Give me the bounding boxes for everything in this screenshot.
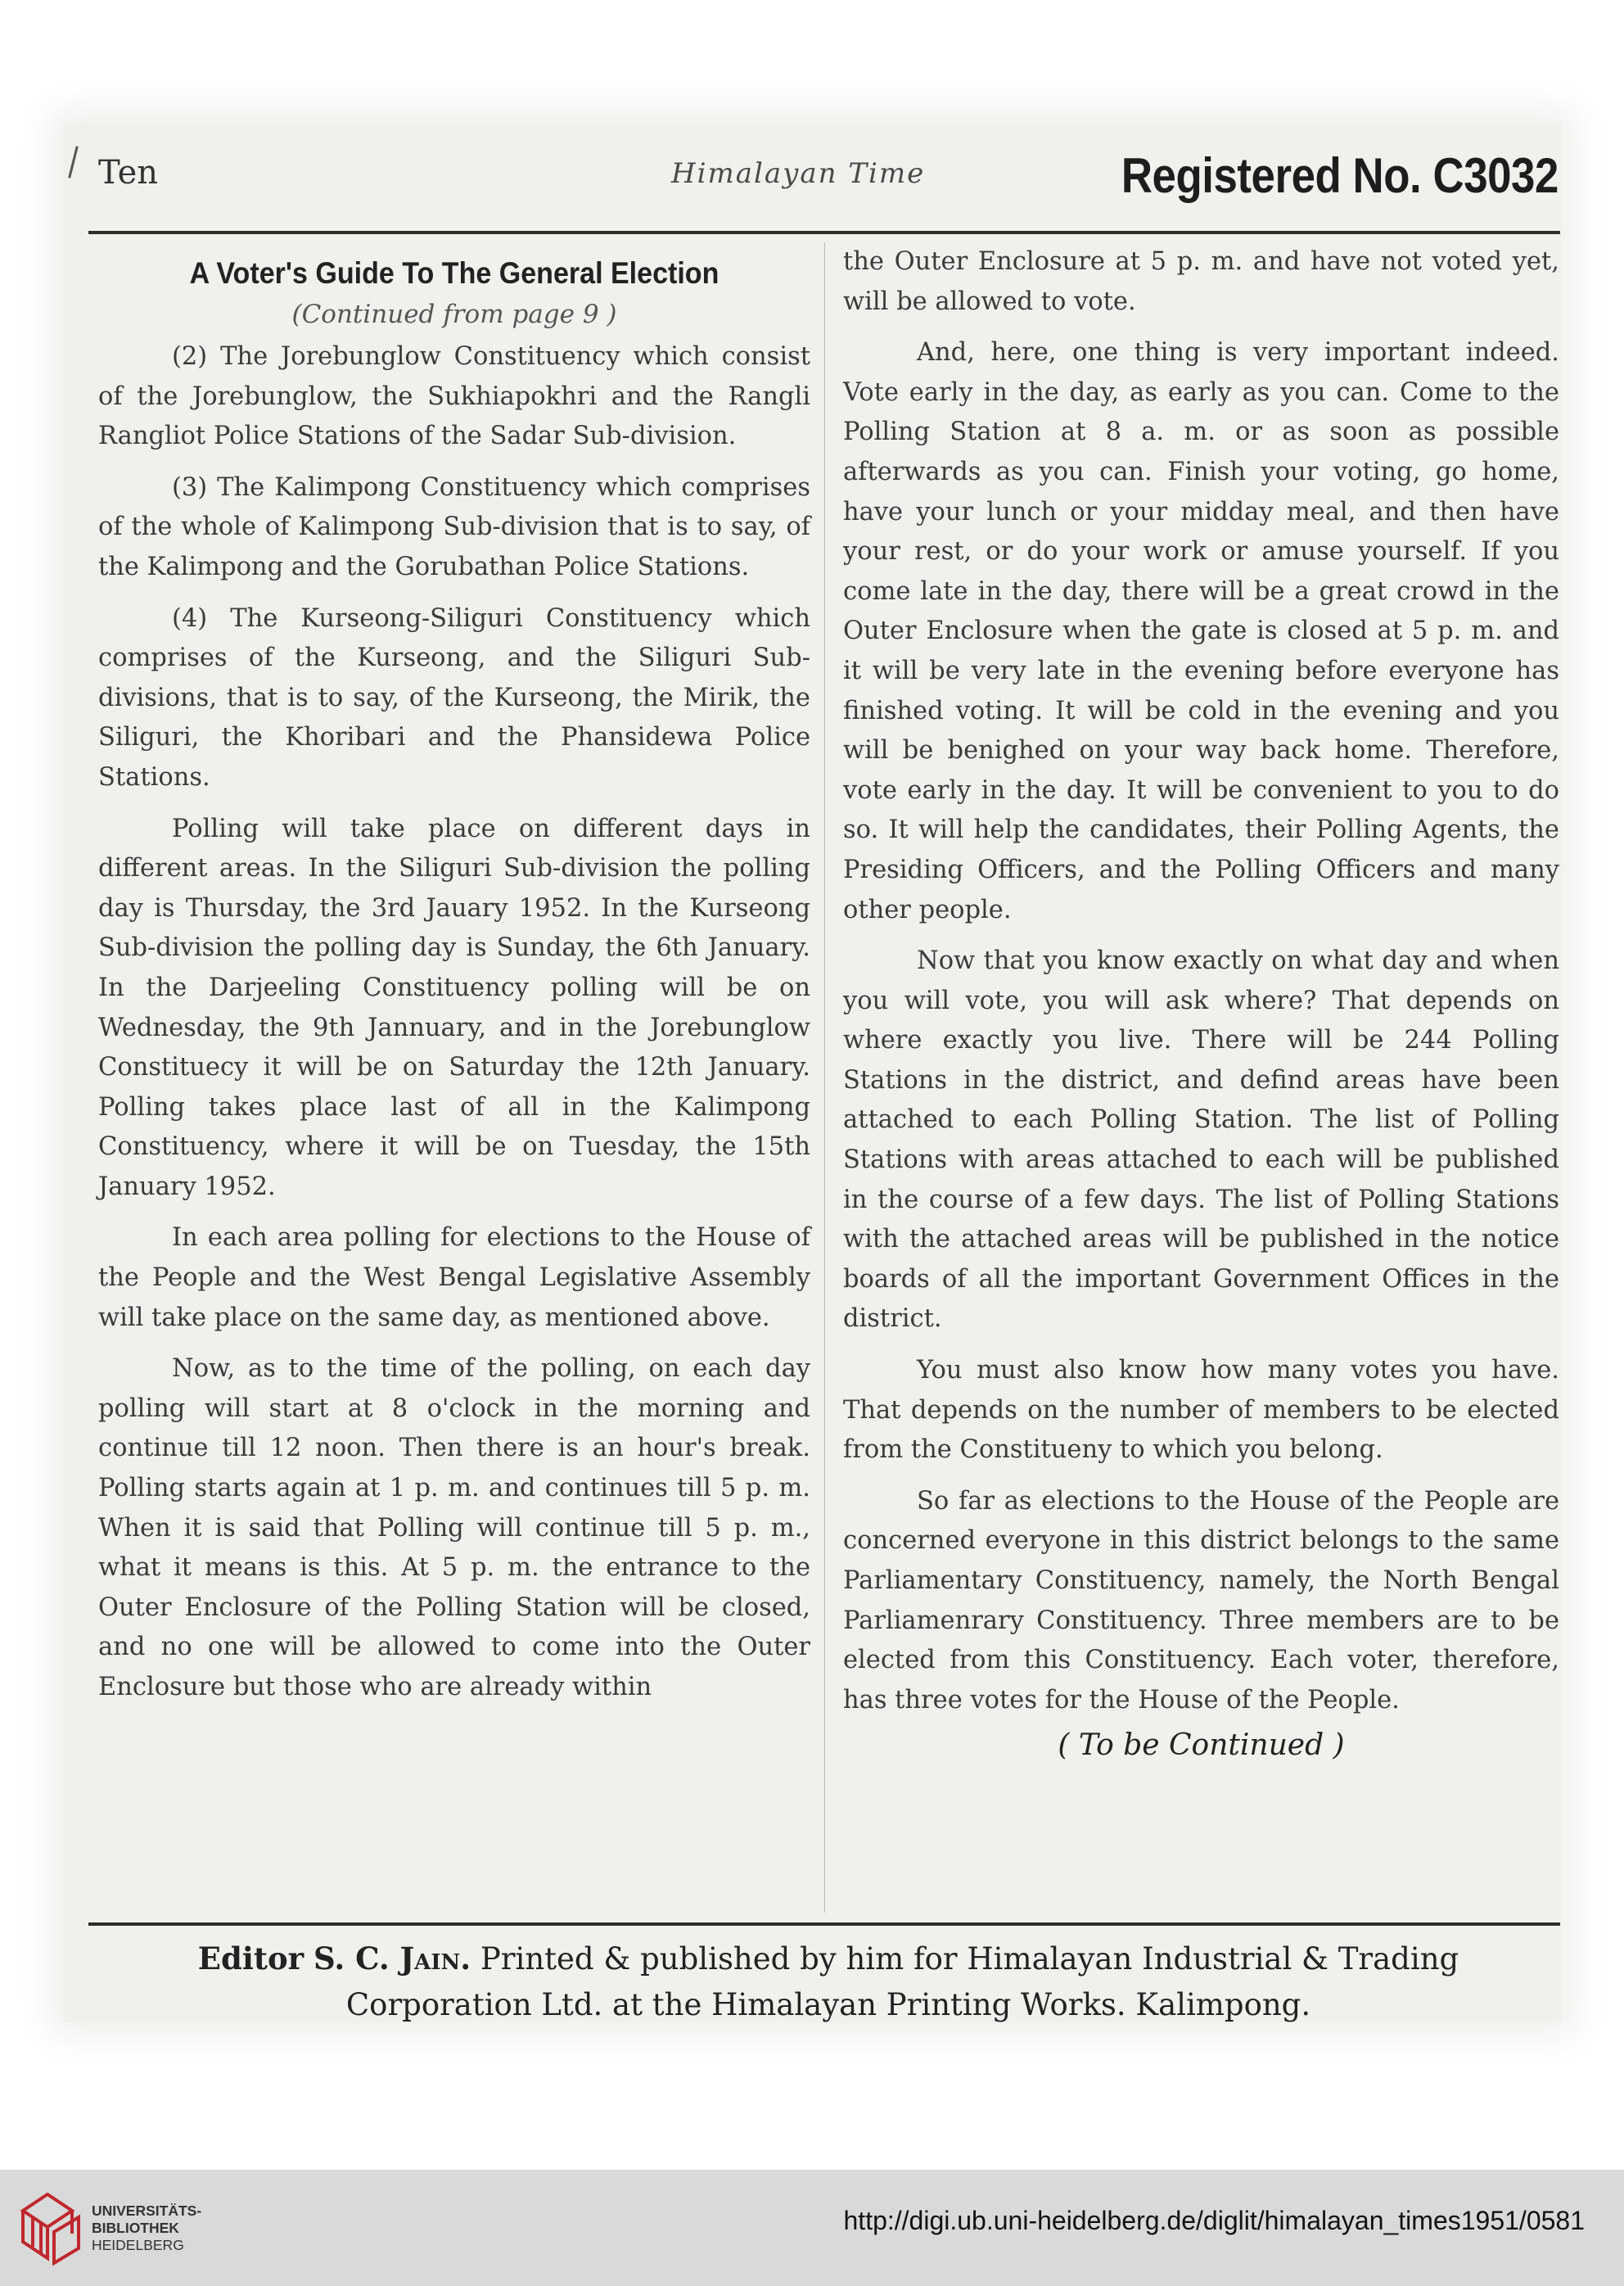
- source-url-link[interactable]: http://digi.ub.uni-heidelberg.de/diglit/himalayan_times1951/0581: [843, 2206, 1585, 2235]
- article-paragraph: Polling will take place on different days in different areas. In the Siliguri Sub-division the polling day is Thursday, the 3rd Jauary 1952. In the Kurseong Sub-division the polling day is Sunday, the 6th January. In the Darjeeling Constituency polling will be on Wednesday, the 9th Jannuary, and in the Jorebunglow Constituecy it will be on Saturday the 12th January. Polling takes place last of all in the Kalimpong Constituency, where it will be on Tuesday, the 15th January 1952.: [98, 814, 810, 1201]
- header-rule: [88, 231, 1560, 234]
- printer-imprint: [98, 1936, 1559, 2028]
- page-header: [98, 147, 1559, 221]
- article-paragraph: (3) The Kalimpong Constituency which comprises of the whole of Kalimpong Sub-division that is to say, of the Kalimpong and the Gorubathan Police Stations.: [98, 472, 810, 581]
- continued-note: (Continued from page 9 ): [291, 300, 617, 329]
- library-name: [92, 2202, 201, 2254]
- library-footer-bar: [0, 2170, 1624, 2286]
- registration-number: Registered No. C3032: [1121, 148, 1559, 203]
- article-paragraph: (4) The Kurseong-Siliguri Constituency which comprises of the Kurseong, and the Siliguri Sub-divisions, that is to say, of the Kurseong, the Mirik, the Siliguri, the Khoribari and the Phansidewa Police Stations.: [98, 603, 810, 792]
- column-divider: [824, 242, 825, 1913]
- page-number-label: Ten: [98, 154, 159, 192]
- article-paragraph: You must also know how many votes you have. That depends on the number of members to be elected from the Constitueny to which you belong.: [843, 1356, 1559, 1465]
- library-name-line: BIBLIOTHEK: [92, 2220, 179, 2236]
- library-logo-icon: [15, 2184, 93, 2271]
- article-column-left: [98, 242, 810, 1708]
- article-paragraph: And, here, one thing is very important indeed. Vote early in the day, as early as you can. Come to the Polling Station at 8 a. m. or as soon as possible afterwards as you can. Finish your voting, go home, have your lunch or your midday meal, and then have your rest, or do your work or amuse yourself. If you come late in the day, there will be a great crowd in the Outer Enclosure when the gate is closed at 5 p. m. and it will be very late in the evening before everyone has finished voting. It will be cold in the evening and you will be benighed on your way back home. Therefore, vote early in the day. It will be convenient to you to do so. It will help the candidates, their Polling Agents, the Presiding Officers, and the Polling Officers and many other people.: [843, 338, 1559, 924]
- article-paragraph: (2) The Jorebunglow Constituency which consist of the Jorebunglow, the Sukhiapokhri and the Rangli Rangliot Police Stations of the Sadar Sub-division.: [98, 342, 810, 451]
- article-column-right: [843, 242, 1559, 1766]
- imprint-line-1: [98, 1936, 1559, 1982]
- article-paragraph: Now, as to the time of the polling, on each day polling will start at 8 o'clock in the morning and continue till 12 noon. Then there is an hour's break. Polling starts again at 1 p. m. and continues till 5 p. m. When it is said that Polling will continue till 5 p. m., what it means is this. At 5 p. m. the entrance to the Outer Enclosure of the Polling Station will be closed, and no one will be allowed to come into the Outer Enclosure but those who are already within: [98, 1354, 810, 1701]
- imprint-line-2: Corporation Ltd. at the Himalayan Printing Works. Kalimpong.: [345, 1987, 1311, 2022]
- imprint-editor-name: S. C. Jain.: [313, 1940, 471, 1977]
- imprint-line-1-text: Printed & published by him for Himalayan Industrial & Trading: [480, 1941, 1459, 1977]
- article-paragraph: So far as elections to the House of the People are concerned everyone in this district belongs to the same Parliamentary Constituency, namely, the North Bengal Parliamenrary Constituency. Three members are to be elected from this Constituency. Each voter, therefore, has three votes for the House of the People.: [843, 1486, 1559, 1714]
- imprint-rule: [88, 1922, 1560, 1926]
- imprint-editor-label: Editor: [197, 1940, 304, 1977]
- article-paragraph: Now that you know exactly on what day and when you will vote, you will ask where? That depends on where exactly you live. There will be 244 Polling Stations in the district, and defind areas have been attached to each Polling Station. The list of Polling Stations with areas attached to each will be published in the course of a few days. The list of Polling Stations with the attached areas will be published in the notice boards of all the important Government Offices in the district.: [843, 946, 1559, 1334]
- library-name-line: UNIVERSITÄTS-: [92, 2202, 202, 2219]
- library-name-line: HEIDELBERG: [92, 2237, 184, 2253]
- to-be-continued-note: ( To be Continued ): [1058, 1728, 1345, 1763]
- newspaper-masthead: Himalayan Time: [671, 157, 926, 190]
- article-paragraph: In each area polling for elections to the House of the People and the West Bengal Legislative Assembly will take place on the same day, as mentioned above.: [98, 1223, 810, 1332]
- article-title: A Voter's Guide To The General Election: [189, 256, 720, 290]
- article-paragraph: the Outer Enclosure at 5 p. m. and have not voted yet, will be allowed to vote.: [843, 247, 1559, 316]
